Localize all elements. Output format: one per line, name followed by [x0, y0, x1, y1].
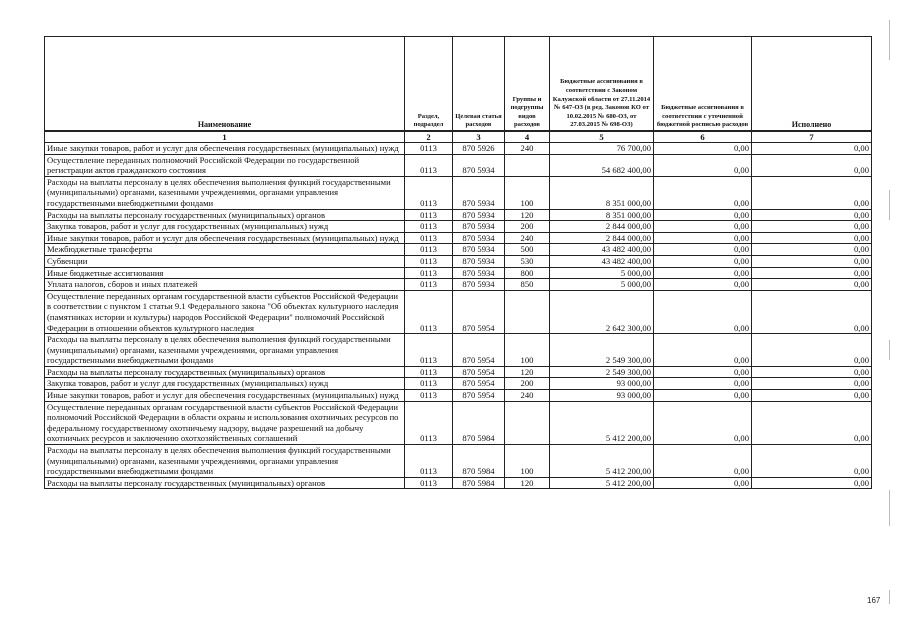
row-refined: 0,00	[654, 255, 752, 267]
row-section: 0113	[405, 221, 453, 233]
row-refined: 0,00	[654, 154, 752, 176]
row-budget: 5 000,00	[550, 279, 654, 291]
table-row	[45, 221, 872, 233]
row-section: 0113	[405, 290, 453, 333]
row-section: 0113	[405, 390, 453, 402]
row-refined: 0,00	[654, 290, 752, 333]
table-row	[45, 390, 872, 402]
row-budget: 5 412 200,00	[550, 477, 654, 489]
row-refined: 0,00	[654, 143, 752, 155]
row-article: 870 5934	[453, 176, 505, 209]
row-article: 870 5984	[453, 401, 505, 444]
row-budget: 43 482 400,00	[550, 244, 654, 256]
table-row	[45, 445, 872, 478]
table-row	[45, 290, 872, 333]
row-budget: 5 412 200,00	[550, 445, 654, 478]
table-row	[45, 244, 872, 256]
row-executed: 0,00	[752, 445, 872, 478]
table-row	[45, 378, 872, 390]
row-section: 0113	[405, 255, 453, 267]
row-budget: 5 412 200,00	[550, 401, 654, 444]
row-budget: 5 000,00	[550, 267, 654, 279]
row-name: Осуществление переданных органам государственной власти субъектов Российской Федерации полномочий Российской Федерации в области охраны и использования охотничьих ресурсов по федеральному государственному охотничьему надзору, выдаче разрешений на добычу охотничьих ресурсов и заключению охотхозяйственных соглашений	[45, 401, 405, 444]
row-group	[505, 290, 550, 333]
table-row	[45, 232, 872, 244]
row-article: 870 5954	[453, 290, 505, 333]
row-article: 870 5934	[453, 232, 505, 244]
row-article: 870 5934	[453, 154, 505, 176]
row-executed: 0,00	[752, 143, 872, 155]
header-group: Группы и подгруппы видов расходов	[505, 37, 550, 132]
row-executed: 0,00	[752, 366, 872, 378]
row-name: Осуществление переданных органам государственной власти субъектов Российской Федерации в соответствии с пунктом 1 статьи 9.1 Федерального закона "Об объектах культурного наследия (памятниках истории и культуры) народов Российской Федерации" полномочий Российской Федерации в отношении объектов культурного наследия	[45, 290, 405, 333]
row-executed: 0,00	[752, 401, 872, 444]
row-group: 500	[505, 244, 550, 256]
row-executed: 0,00	[752, 477, 872, 489]
row-group: 120	[505, 209, 550, 221]
row-refined: 0,00	[654, 477, 752, 489]
row-budget: 54 682 400,00	[550, 154, 654, 176]
row-executed: 0,00	[752, 279, 872, 291]
row-section: 0113	[405, 477, 453, 489]
row-refined: 0,00	[654, 279, 752, 291]
row-section: 0113	[405, 154, 453, 176]
row-name: Осуществление переданных полномочий Российской Федерации по государственной регистрации актов гражданского состояния	[45, 154, 405, 176]
row-name: Субвенции	[45, 255, 405, 267]
row-refined: 0,00	[654, 378, 752, 390]
table-row	[45, 176, 872, 209]
row-executed: 0,00	[752, 209, 872, 221]
header-executed: Исполнено	[752, 37, 872, 132]
row-section: 0113	[405, 378, 453, 390]
row-name: Межбюджетные трансферты	[45, 244, 405, 256]
row-group: 850	[505, 279, 550, 291]
row-executed: 0,00	[752, 221, 872, 233]
row-executed: 0,00	[752, 378, 872, 390]
row-executed: 0,00	[752, 334, 872, 367]
row-group: 120	[505, 366, 550, 378]
row-budget: 76 700,00	[550, 143, 654, 155]
row-group: 100	[505, 445, 550, 478]
page-number: 167	[867, 596, 881, 605]
table-header-row	[45, 37, 872, 132]
row-name: Расходы на выплаты персоналу в целях обеспечения выполнения функций государственными (муниципальными) органами, казенными учреждениями, органами управления государственными внебюджетными фондами	[45, 334, 405, 367]
column-number: 7	[752, 131, 872, 143]
row-section: 0113	[405, 244, 453, 256]
table-row	[45, 366, 872, 378]
row-executed: 0,00	[752, 290, 872, 333]
row-budget: 2 844 000,00	[550, 232, 654, 244]
column-number: 5	[550, 131, 654, 143]
row-section: 0113	[405, 334, 453, 367]
header-name: Наименование	[45, 37, 405, 132]
column-number: 3	[453, 131, 505, 143]
row-executed: 0,00	[752, 267, 872, 279]
row-group: 200	[505, 378, 550, 390]
row-refined: 0,00	[654, 209, 752, 221]
row-name: Иные закупки товаров, работ и услуг для обеспечения государственных (муниципальных) нужд	[45, 390, 405, 402]
row-budget: 93 000,00	[550, 390, 654, 402]
row-group: 240	[505, 143, 550, 155]
header-section: Раздел, подраздел	[405, 37, 453, 132]
row-name: Расходы на выплаты персоналу государственных (муниципальных) органов	[45, 477, 405, 489]
row-article: 870 5984	[453, 445, 505, 478]
row-article: 870 5954	[453, 334, 505, 367]
row-section: 0113	[405, 445, 453, 478]
row-refined: 0,00	[654, 232, 752, 244]
row-refined: 0,00	[654, 334, 752, 367]
table-row	[45, 401, 872, 444]
header-budget: Бюджетные ассигнования в соответствии с Законом Калужской области от 27.11.2014 № 647-ОЗ (в ред. Законов КО от 10.02.2015 № 680-ОЗ, от 27.03.2015 № 698-ОЗ)	[550, 37, 654, 132]
row-name: Закупка товаров, работ и услуг для государственных (муниципальных) нужд	[45, 221, 405, 233]
table-row	[45, 477, 872, 489]
row-group: 240	[505, 232, 550, 244]
row-group: 120	[505, 477, 550, 489]
scan-edge-marks	[889, 20, 891, 610]
row-budget: 43 482 400,00	[550, 255, 654, 267]
row-name: Уплата налогов, сборов и иных платежей	[45, 279, 405, 291]
row-name: Иные бюджетные ассигнования	[45, 267, 405, 279]
row-refined: 0,00	[654, 366, 752, 378]
row-executed: 0,00	[752, 244, 872, 256]
budget-table	[44, 36, 872, 489]
row-section: 0113	[405, 366, 453, 378]
row-article: 870 5934	[453, 244, 505, 256]
table-row	[45, 334, 872, 367]
row-name: Расходы на выплаты персоналу в целях обеспечения выполнения функций государственными (муниципальными) органами, казенными учреждениями, органами управления государственными внебюджетными фондами	[45, 176, 405, 209]
row-refined: 0,00	[654, 244, 752, 256]
row-article: 870 5954	[453, 390, 505, 402]
row-group: 240	[505, 390, 550, 402]
column-number-row	[45, 131, 872, 143]
row-article: 870 5934	[453, 267, 505, 279]
table-row	[45, 209, 872, 221]
row-refined: 0,00	[654, 445, 752, 478]
row-group	[505, 401, 550, 444]
row-executed: 0,00	[752, 176, 872, 209]
row-article: 870 5954	[453, 378, 505, 390]
row-refined: 0,00	[654, 176, 752, 209]
row-article: 870 5934	[453, 279, 505, 291]
row-section: 0113	[405, 232, 453, 244]
table-row	[45, 267, 872, 279]
row-budget: 2 549 300,00	[550, 366, 654, 378]
header-refined: Бюджетные ассигнования в соответствии с уточненной бюджетной росписью расходов	[654, 37, 752, 132]
table-row	[45, 143, 872, 155]
row-name: Расходы на выплаты персоналу в целях обеспечения выполнения функций государственными (муниципальными) органами, казенными учреждениями, органами управления государственными внебюджетными фондами	[45, 445, 405, 478]
row-name: Иные закупки товаров, работ и услуг для обеспечения государственных (муниципальных) нужд	[45, 143, 405, 155]
column-number: 6	[654, 131, 752, 143]
row-section: 0113	[405, 209, 453, 221]
row-group: 800	[505, 267, 550, 279]
column-number: 1	[45, 131, 405, 143]
row-group: 200	[505, 221, 550, 233]
row-refined: 0,00	[654, 221, 752, 233]
row-budget: 8 351 000,00	[550, 176, 654, 209]
row-section: 0113	[405, 401, 453, 444]
row-group	[505, 154, 550, 176]
column-number: 4	[505, 131, 550, 143]
row-article: 870 5954	[453, 366, 505, 378]
row-article: 870 5984	[453, 477, 505, 489]
row-article: 870 5934	[453, 255, 505, 267]
column-number: 2	[405, 131, 453, 143]
table-row	[45, 279, 872, 291]
row-group: 100	[505, 176, 550, 209]
row-executed: 0,00	[752, 255, 872, 267]
row-section: 0113	[405, 143, 453, 155]
row-budget: 2 642 300,00	[550, 290, 654, 333]
row-refined: 0,00	[654, 401, 752, 444]
row-group: 530	[505, 255, 550, 267]
row-section: 0113	[405, 176, 453, 209]
row-name: Расходы на выплаты персоналу государственных (муниципальных) органов	[45, 209, 405, 221]
row-article: 870 5926	[453, 143, 505, 155]
row-budget: 2 549 300,00	[550, 334, 654, 367]
row-budget: 93 000,00	[550, 378, 654, 390]
row-name: Иные закупки товаров, работ и услуг для обеспечения государственных (муниципальных) нужд	[45, 232, 405, 244]
row-name: Расходы на выплаты персоналу государственных (муниципальных) органов	[45, 366, 405, 378]
table-row	[45, 154, 872, 176]
row-group: 100	[505, 334, 550, 367]
table-row	[45, 255, 872, 267]
row-budget: 8 351 000,00	[550, 209, 654, 221]
row-article: 870 5934	[453, 221, 505, 233]
row-executed: 0,00	[752, 232, 872, 244]
row-executed: 0,00	[752, 390, 872, 402]
header-article: Целевая статья расходов	[453, 37, 505, 132]
row-section: 0113	[405, 279, 453, 291]
row-name: Закупка товаров, работ и услуг для государственных (муниципальных) нужд	[45, 378, 405, 390]
row-executed: 0,00	[752, 154, 872, 176]
row-section: 0113	[405, 267, 453, 279]
row-article: 870 5934	[453, 209, 505, 221]
row-refined: 0,00	[654, 390, 752, 402]
row-budget: 2 844 000,00	[550, 221, 654, 233]
row-refined: 0,00	[654, 267, 752, 279]
